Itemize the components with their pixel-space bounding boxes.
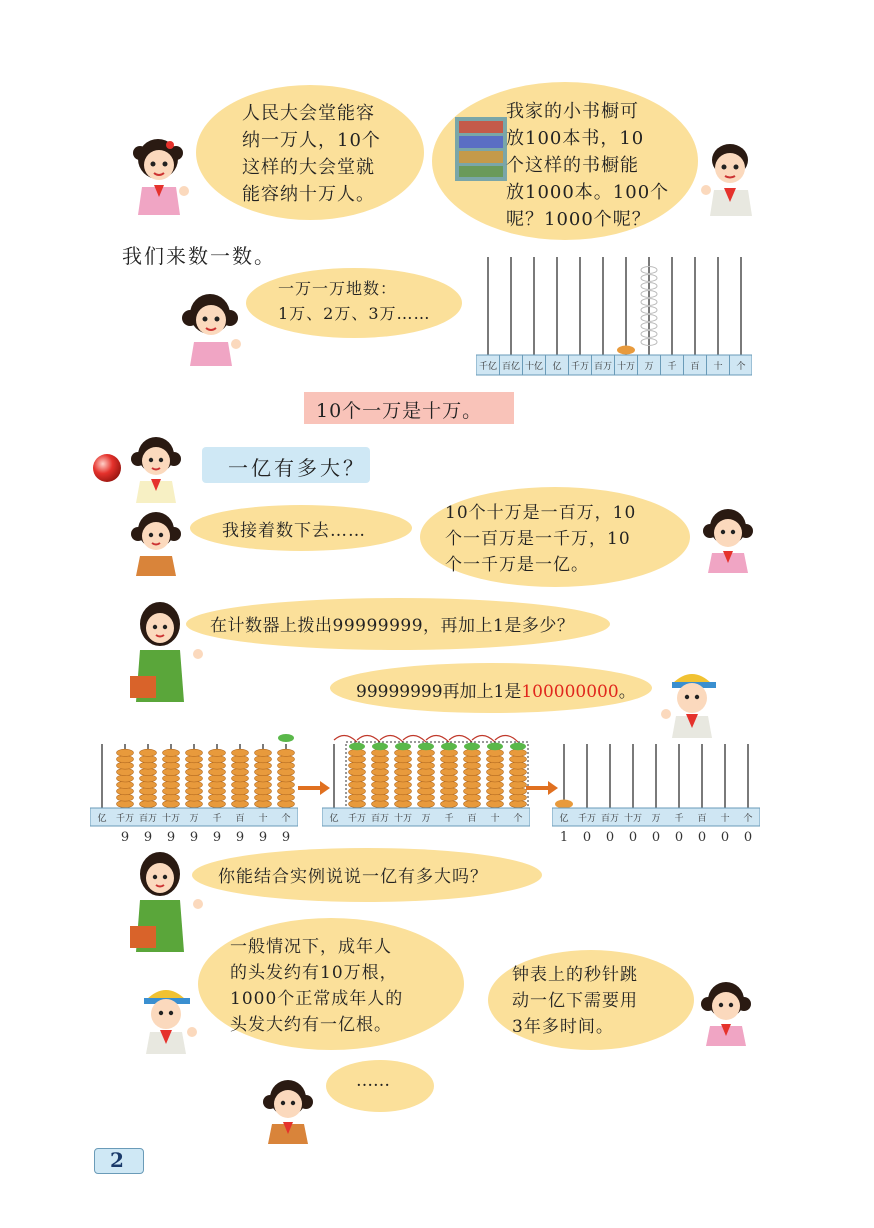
- svg-text:十: 十: [490, 814, 500, 824]
- svg-text:0: 0: [582, 830, 592, 844]
- svg-text:千万: 千万: [115, 814, 135, 824]
- highlight-text: 10个一万是十万。: [316, 400, 483, 422]
- svg-text:0: 0: [628, 830, 638, 844]
- girl-character: [126, 135, 196, 215]
- svg-text:十万: 十万: [393, 814, 413, 824]
- bead: [510, 749, 527, 756]
- girl-character: [696, 978, 756, 1046]
- bead: [163, 749, 180, 756]
- girl-character: [126, 508, 188, 576]
- svg-text:万: 万: [644, 362, 654, 372]
- bubble-9-text: 你能结合实例说说一亿有多大吗？: [218, 867, 488, 887]
- bubble-11-text: 钟表上的秒针跳 动一亿下需要用 3年多时间。: [512, 965, 638, 1037]
- bead: [464, 749, 481, 756]
- svg-text:9: 9: [143, 830, 153, 844]
- svg-text:千万: 千万: [577, 814, 597, 824]
- bubble-2-text: 我家的小书橱可 放100本书，10 个这样的书橱能 放1000本。100个 呢？1000个呢？: [506, 101, 670, 230]
- bead: [117, 749, 134, 756]
- svg-text:0: 0: [651, 830, 661, 844]
- red-ball-icon: [92, 453, 122, 487]
- bubble-10-text: 一般情况下，成年人 的头发约有10万根， 1000个正常成年人的 头发大约有一亿根。: [230, 937, 404, 1035]
- boy-character: [696, 138, 766, 218]
- svg-text:亿: 亿: [97, 814, 107, 824]
- svg-text:千亿: 千亿: [478, 362, 498, 372]
- girl-character: [178, 290, 248, 366]
- svg-text:万: 万: [651, 814, 661, 824]
- bead: [372, 743, 388, 751]
- svg-text:9: 9: [235, 830, 245, 844]
- svg-text:9: 9: [189, 830, 199, 844]
- teacher-character: [126, 600, 206, 702]
- bead: [395, 743, 411, 751]
- svg-text:万: 万: [421, 814, 431, 824]
- bead: [209, 749, 226, 756]
- svg-text:1: 1: [559, 830, 569, 844]
- answer-number: 100000000: [521, 682, 619, 702]
- svg-text:个: 个: [281, 814, 291, 824]
- svg-text:十: 十: [258, 814, 268, 824]
- svg-text:9: 9: [281, 830, 291, 844]
- svg-text:十: 十: [720, 814, 730, 824]
- counter-a: [90, 732, 298, 848]
- bookshelf-icon: [455, 117, 507, 185]
- svg-text:千万: 千万: [347, 814, 367, 824]
- svg-text:9: 9: [212, 830, 222, 844]
- svg-text:0: 0: [720, 830, 730, 844]
- svg-text:百万: 百万: [138, 814, 158, 824]
- bead: [510, 743, 526, 751]
- svg-text:十: 十: [713, 362, 723, 372]
- svg-text:百万: 百万: [593, 362, 613, 372]
- svg-text:9: 9: [258, 830, 268, 844]
- bubble-1-text: 人民大会堂能容 纳一万人，10个 这样的大会堂就 能容纳十万人。: [242, 103, 381, 205]
- svg-text:十万: 十万: [161, 814, 181, 824]
- svg-text:0: 0: [697, 830, 707, 844]
- svg-text:千万: 千万: [570, 362, 590, 372]
- bubble-5-text: 我接着数下去……: [222, 521, 366, 541]
- svg-text:亿: 亿: [329, 814, 339, 824]
- svg-text:个: 个: [736, 362, 746, 372]
- svg-text:千: 千: [212, 814, 222, 824]
- bead: [349, 749, 366, 756]
- svg-text:百: 百: [690, 362, 700, 372]
- bead: [278, 734, 294, 742]
- svg-text:9: 9: [120, 830, 130, 844]
- bubble-12-text: ……: [356, 1071, 390, 1091]
- svg-text:百: 百: [697, 814, 707, 824]
- svg-text:万: 万: [189, 814, 199, 824]
- svg-text:十亿: 十亿: [524, 362, 544, 372]
- svg-text:千: 千: [674, 814, 684, 824]
- bead: [140, 749, 157, 756]
- bead: [464, 743, 480, 751]
- bead: [418, 749, 435, 756]
- svg-text:个: 个: [743, 814, 753, 824]
- counter-b: [322, 728, 530, 836]
- bubble-3-text: 一万一万地数： 1万、2万、3万……: [278, 279, 431, 323]
- question-text: 一亿有多大？: [228, 456, 366, 480]
- page-number: 2: [110, 1148, 124, 1172]
- counter-c: [552, 732, 760, 848]
- girl-character: [258, 1076, 322, 1144]
- svg-text:亿: 亿: [559, 814, 569, 824]
- svg-text:十万: 十万: [616, 362, 636, 372]
- bead: [441, 749, 458, 756]
- bead: [372, 749, 389, 756]
- bead: [186, 749, 203, 756]
- girl-character: [698, 505, 758, 573]
- bead: [441, 743, 457, 751]
- bead: [255, 749, 272, 756]
- svg-text:百: 百: [467, 814, 477, 824]
- bubble-8-text: 99999999再加上1是100000000。: [356, 682, 636, 702]
- svg-text:百: 百: [235, 814, 245, 824]
- bubble-7-text: 在计数器上拨出99999999，再加上1是多少？: [210, 616, 575, 636]
- bead: [617, 346, 635, 355]
- svg-text:0: 0: [743, 830, 753, 844]
- bubble-6-text: 10个十万是一百万，10 个一百万是一千万，10 个一千万是一亿。: [445, 503, 637, 575]
- svg-text:亿: 亿: [552, 362, 562, 372]
- svg-text:百万: 百万: [370, 814, 390, 824]
- boy-character: [134, 982, 200, 1054]
- svg-text:百万: 百万: [600, 814, 620, 824]
- bead: [418, 743, 434, 751]
- bead: [487, 749, 504, 756]
- svg-text:0: 0: [674, 830, 684, 844]
- boy-character: [658, 666, 726, 738]
- girl-character: [126, 433, 188, 503]
- svg-text:9: 9: [166, 830, 176, 844]
- svg-text:十万: 十万: [623, 814, 643, 824]
- svg-text:个: 个: [513, 814, 523, 824]
- svg-text:千: 千: [444, 814, 454, 824]
- counter-wan: [476, 255, 752, 381]
- bead: [555, 800, 573, 809]
- bead: [278, 749, 295, 756]
- svg-text:千: 千: [667, 362, 677, 372]
- bead: [349, 743, 365, 751]
- svg-text:0: 0: [605, 830, 615, 844]
- count-prompt: 我们来数一数。: [122, 244, 276, 268]
- bead: [487, 743, 503, 751]
- teacher-character: [126, 850, 206, 952]
- bead: [232, 749, 249, 756]
- bead: [395, 749, 412, 756]
- svg-text:百亿: 百亿: [501, 362, 521, 372]
